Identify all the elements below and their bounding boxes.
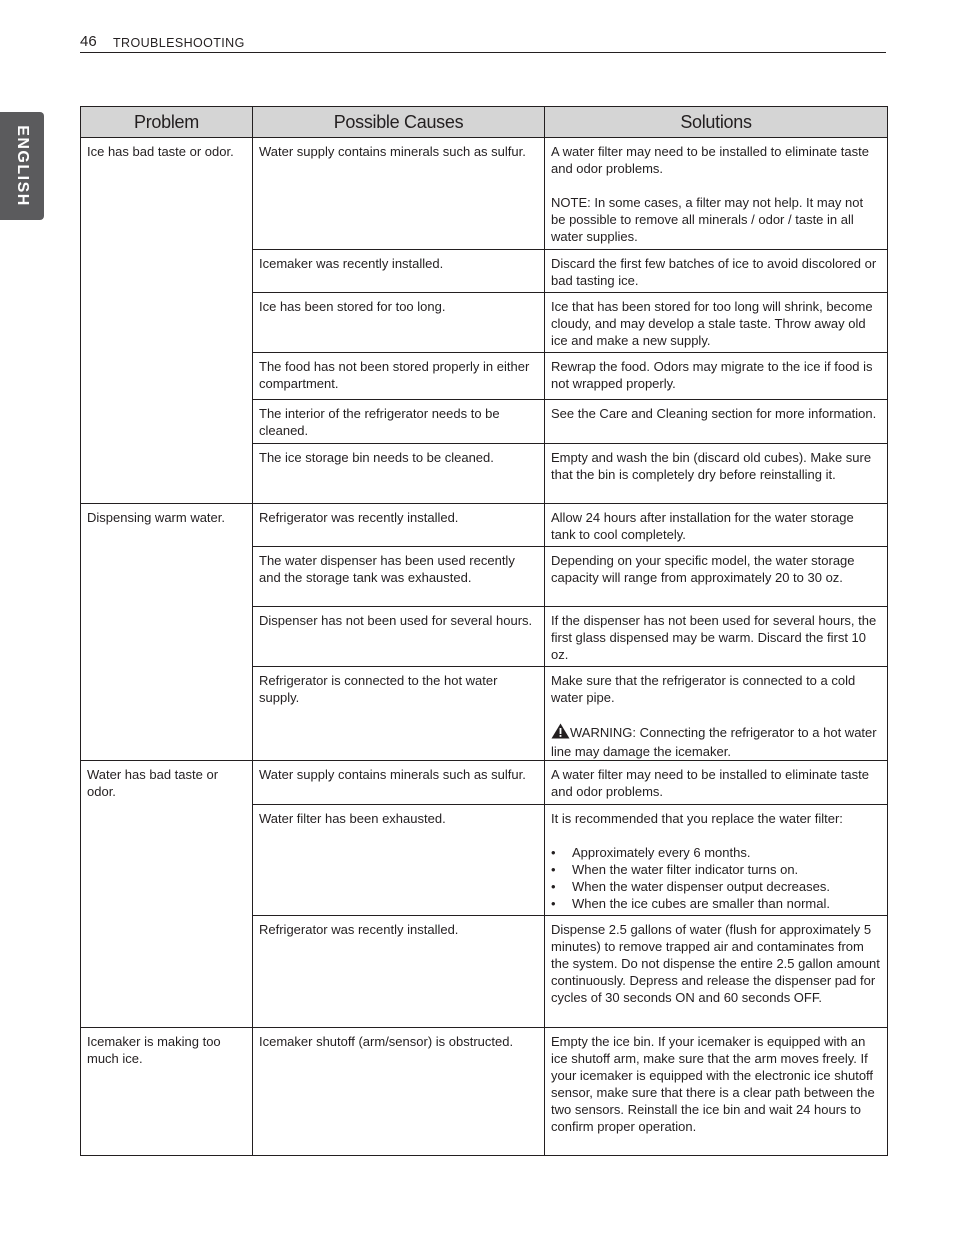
solution-cell: Empty and wash the bin (discard old cubes). Make sure that the bin is completely dry before reinstalling it. — [545, 444, 888, 504]
warning-triangle-icon — [551, 723, 570, 743]
language-tab-label: ENGLISH — [14, 125, 31, 207]
cause-cell: The ice storage bin needs to be cleaned. — [253, 444, 545, 504]
troubleshooting-table — [80, 106, 888, 1156]
problem-cell: Water has bad taste or odor. — [81, 761, 253, 1028]
cause-cell: Water filter has been exhausted. — [253, 805, 545, 916]
list-item: • Approximately every 6 months. — [551, 844, 881, 861]
solution-cell: Rewrap the food. Odors may migrate to the ice if food is not wrapped properly. — [545, 353, 888, 400]
table-row — [81, 138, 888, 250]
cause-cell: Ice has been stored for too long. — [253, 293, 545, 353]
list-item: • When the water dispenser output decreases. — [551, 878, 881, 895]
list-item: • When the ice cubes are smaller than normal. — [551, 895, 881, 912]
table-row — [81, 504, 888, 547]
cause-cell: Water supply contains minerals such as sulfur. — [253, 761, 545, 805]
warning-text: WARNING: Connecting the refrigerator to a hot water line may damage the icemaker. — [551, 725, 877, 759]
table-row — [81, 761, 888, 805]
solution-cell: See the Care and Cleaning section for more information. — [545, 400, 888, 444]
solution-cell: Empty the ice bin. If your icemaker is equipped with an ice shutoff arm, make sure that the arm moves freely. If your icemaker is equipped with the electronic ice shutoff sensor, make sure that there is a clear path between the two sensors. Reinstall the ice bin and wait 24 hours to confirm proper operation. — [545, 1028, 888, 1156]
page-header — [80, 33, 886, 53]
cause-cell: Water supply contains minerals such as sulfur. — [253, 138, 545, 250]
solution-cell: A water filter may need to be installed to eliminate taste and odor problems. — [545, 761, 888, 805]
cause-cell: Refrigerator was recently installed. — [253, 504, 545, 547]
solution-text: It is recommended that you replace the water filter: — [551, 811, 843, 826]
problem-cell: Dispensing warm water. — [81, 504, 253, 761]
language-tab — [0, 112, 44, 220]
header-possible-causes: Possible Causes — [253, 107, 545, 138]
solution-cell: Ice that has been stored for too long will shrink, become cloudy, and may develop a stale taste. Throw away old ice and make a new supply. — [545, 293, 888, 353]
solution-cell — [545, 667, 888, 761]
solution-cell: Depending on your specific model, the water storage capacity will range from approximately 20 to 30 oz. — [545, 547, 888, 607]
solution-cell — [545, 805, 888, 916]
cause-cell: Icemaker was recently installed. — [253, 250, 545, 293]
header-solutions: Solutions — [545, 107, 888, 138]
solution-cell: Allow 24 hours after installation for the water storage tank to cool completely. — [545, 504, 888, 547]
cause-cell: The interior of the refrigerator needs to be cleaned. — [253, 400, 545, 444]
cause-cell: Dispenser has not been used for several hours. — [253, 607, 545, 667]
section-title: TROUBLESHOOTING — [113, 36, 245, 50]
solution-note: NOTE: In some cases, a filter may not help. It may not be possible to remove all minerals / odor / taste in all water supplies. — [551, 195, 864, 244]
solution-cell: If the dispenser has not been used for several hours, the first glass dispensed may be warm. Discard the first 10 oz. — [545, 607, 888, 667]
problem-cell: Icemaker is making too much ice. — [81, 1028, 253, 1156]
warning-note — [551, 723, 881, 760]
header-problem: Problem — [81, 107, 253, 138]
solution-cell: Discard the first few batches of ice to avoid discolored or bad tasting ice. — [545, 250, 888, 293]
cause-cell: The food has not been stored properly in either compartment. — [253, 353, 545, 400]
solution-cell: Dispense 2.5 gallons of water (flush for approximately 5 minutes) to remove trapped air and contaminates from the system. Do not dispense the entire 2.5 gallon amount continuously. Depress and release the dispenser pad for cycles of 30 seconds ON and 60 seconds OFF. — [545, 916, 888, 1028]
cause-cell: Refrigerator was recently installed. — [253, 916, 545, 1028]
table-row — [81, 1028, 888, 1156]
page-number: 46 — [80, 33, 97, 50]
table-header-row — [81, 107, 888, 138]
recommendation-list — [551, 844, 881, 912]
solution-text: Make sure that the refrigerator is connected to a cold water pipe. — [551, 673, 856, 705]
cause-cell: The water dispenser has been used recently and the storage tank was exhausted. — [253, 547, 545, 607]
cause-cell: Icemaker shutoff (arm/sensor) is obstructed. — [253, 1028, 545, 1156]
cause-cell: Refrigerator is connected to the hot water supply. — [253, 667, 545, 761]
problem-cell: Ice has bad taste or odor. — [81, 138, 253, 504]
solution-cell — [545, 138, 888, 250]
solution-text: A water filter may need to be installed to eliminate taste and odor problems. — [551, 144, 869, 176]
list-item: • When the water filter indicator turns on. — [551, 861, 881, 878]
